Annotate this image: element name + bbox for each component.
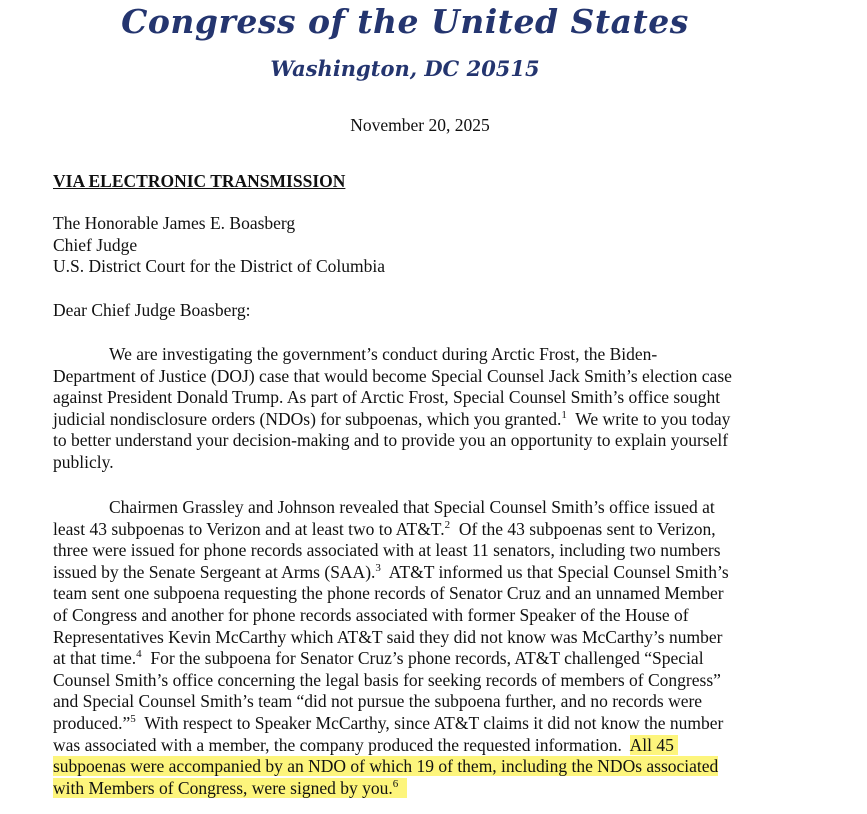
- addressee-block: [53, 213, 385, 278]
- p2-line: and Special Counsel Smith’s team “did not pursue the subpoena further, and no records were: [53, 691, 703, 712]
- addressee-title: Chief Judge: [53, 234, 138, 255]
- p2-text: produced.”: [53, 712, 131, 733]
- highlighted-text: All 45: [629, 734, 679, 755]
- addressee-name: The Honorable James E. Boasberg: [53, 213, 296, 233]
- salutation: Dear Chief Judge Boasberg:: [53, 300, 251, 320]
- footnote-ref-1[interactable]: 1: [561, 408, 567, 421]
- p2-line: team sent one subpoena requesting the phone records of Senator Cruz and an unnamed Member: [53, 583, 724, 604]
- p2-text: with Members of Congress, were signed by you.: [53, 777, 393, 798]
- footnote-ref-5[interactable]: 5: [130, 712, 136, 725]
- letter-date: November 20, 2025: [350, 115, 490, 135]
- p1-line: to better understand your decision-making and to provide you an opportunity to explain yourself: [53, 430, 729, 451]
- p2-line: [53, 713, 729, 735]
- p2-text: at that time.: [53, 648, 137, 669]
- p2-text: was associated with a member, the company produced the requested information.: [53, 734, 630, 755]
- highlighted-text: subpoenas were accompanied by an NDO of which 19 of them, including the NDOs associated: [53, 756, 719, 777]
- footnote-ref-6[interactable]: 6: [392, 777, 399, 790]
- p1-line: against President Donald Trump. As part of Arctic Frost, Special Counsel Smith’s office sought: [53, 387, 721, 408]
- p1-line: [53, 409, 732, 431]
- p2-text: For the subpoena for Senator Cruz’s phone records, AT&T challenged “Special: [141, 648, 704, 669]
- p2-line: [53, 519, 729, 541]
- p2-line: Chairmen Grassley and Johnson revealed that Special Counsel Smith’s office issued at: [109, 497, 715, 517]
- transmission-line: VIA ELECTRONIC TRANSMISSION: [53, 171, 346, 191]
- p2-text: least 43 subpoenas to Verizon and at least two to AT&T.: [53, 518, 445, 539]
- p2-line: [53, 562, 729, 584]
- addressee-court: U.S. District Court for the District of Columbia: [53, 256, 385, 277]
- highlighted-text: [53, 778, 407, 798]
- p2-text: AT&T informed us that Special Counsel Smith’s: [380, 561, 729, 582]
- letterhead-subtitle: Washington, DC 20515: [270, 56, 540, 81]
- paragraph-2: [53, 497, 729, 799]
- p2-text: Of the 43 subpoenas sent to Verizon,: [450, 518, 716, 539]
- footnote-ref-4[interactable]: 4: [136, 648, 142, 661]
- p2-line: Representatives Kevin McCarthy which AT&T said they did not know was McCarthy’s number: [53, 626, 723, 647]
- p1-line: Department of Justice (DOJ) case that would become Special Counsel Jack Smith’s election case: [53, 365, 732, 386]
- p2-line: [53, 778, 729, 800]
- p2-text: issued by the Senate Sergeant at Arms (SAA).: [53, 561, 376, 582]
- p2-line: three were issued for phone records associated with at least 11 senators, including two numbers: [53, 540, 721, 561]
- p1-text: We write to you today: [566, 408, 731, 429]
- p1-line: publicly.: [53, 451, 114, 472]
- footnote-ref-3[interactable]: 3: [375, 561, 381, 574]
- p2-line: Counsel Smith’s office concerning the legal basis for seeking records of members of Congress”: [53, 669, 721, 690]
- footnote-ref-2[interactable]: 2: [444, 518, 451, 531]
- p2-line: [53, 756, 729, 778]
- p2-line: [53, 735, 729, 757]
- p1-text: judicial nondisclosure orders (NDOs) for subpoenas, which you granted.: [53, 408, 562, 429]
- p2-line: of Congress and another for phone records associated with former Speaker of the House of: [53, 604, 689, 625]
- p2-text: With respect to Speaker McCarthy, since AT&T claims it did not know the number: [135, 712, 724, 733]
- p1-line: We are investigating the government’s conduct during Arctic Frost, the Biden-: [109, 344, 658, 364]
- paragraph-1: [53, 344, 732, 474]
- p2-line: [53, 648, 729, 670]
- letterhead-title: Congress of the United States: [121, 2, 689, 41]
